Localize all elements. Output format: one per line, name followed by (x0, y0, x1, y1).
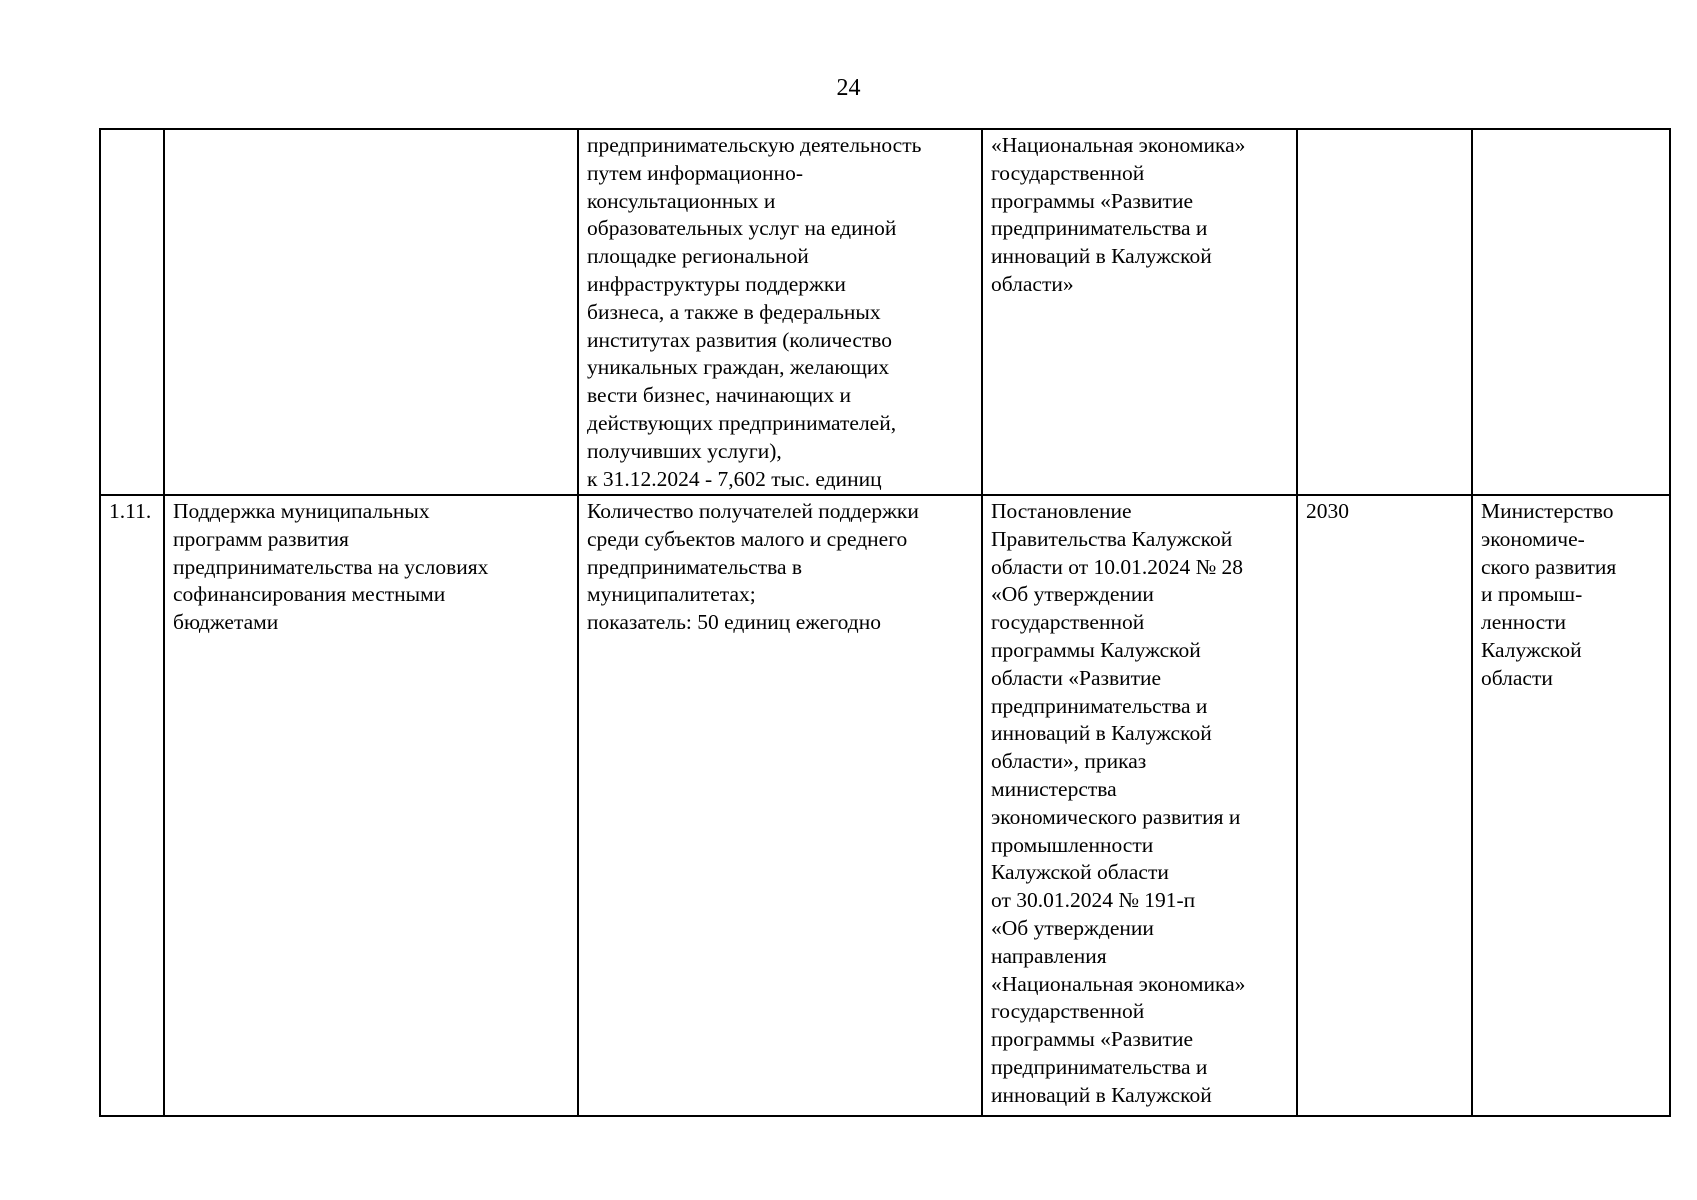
table-row (100, 129, 1670, 495)
deadline-cell (1297, 129, 1472, 495)
indicator-cell: предпринимательскую деятельность путем информационно- консультационных и образовательных услуг на единой площадке региональной инфраструктуры поддержки бизнеса, а также в федеральных институтах развития (количество уникальных граждан, желающих вести бизнес, начинающих и действующих предпринимателей, получивших услуги), к 31.12.2024 - 7,602 тыс. единиц (578, 129, 982, 495)
measure-name-cell: Поддержка муниципальных программ развития предпринимательства на условиях софинансирования местными бюджетами (164, 495, 578, 1116)
page-number: 24 (836, 75, 861, 101)
responsible-cell (1472, 129, 1670, 495)
document-table (99, 128, 1671, 1117)
measure-name-cell (164, 129, 578, 495)
deadline-cell: 2030 (1297, 495, 1472, 1116)
legal-basis-cell: «Национальная экономика» государственной программы «Развитие предпринимательства и инноваций в Калужской области» (982, 129, 1297, 495)
legal-basis-cell: Постановление Правительства Калужской области от 10.01.2024 № 28 «Об утверждении государственной программы Калужской области «Развитие предпринимательства и инноваций в Калужской области», приказ министерства экономического развития и промышленности Калужской области от 30.01.2024 № 191-п «Об утверждении направления «Национальная экономика» государственной программы «Развитие предпринимательства и инноваций в Калужской (982, 495, 1297, 1116)
responsible-cell: Министерство экономиче- ского развития и промыш- ленности Калужской области (1472, 495, 1670, 1116)
indicator-cell: Количество получателей поддержки среди субъектов малого и среднего предпринимательства в муниципалитетах; показатель: 50 единиц ежегодно (578, 495, 982, 1116)
row-number-cell (100, 129, 164, 495)
table-row (100, 495, 1670, 1116)
row-number-cell: 1.11. (100, 495, 164, 1116)
